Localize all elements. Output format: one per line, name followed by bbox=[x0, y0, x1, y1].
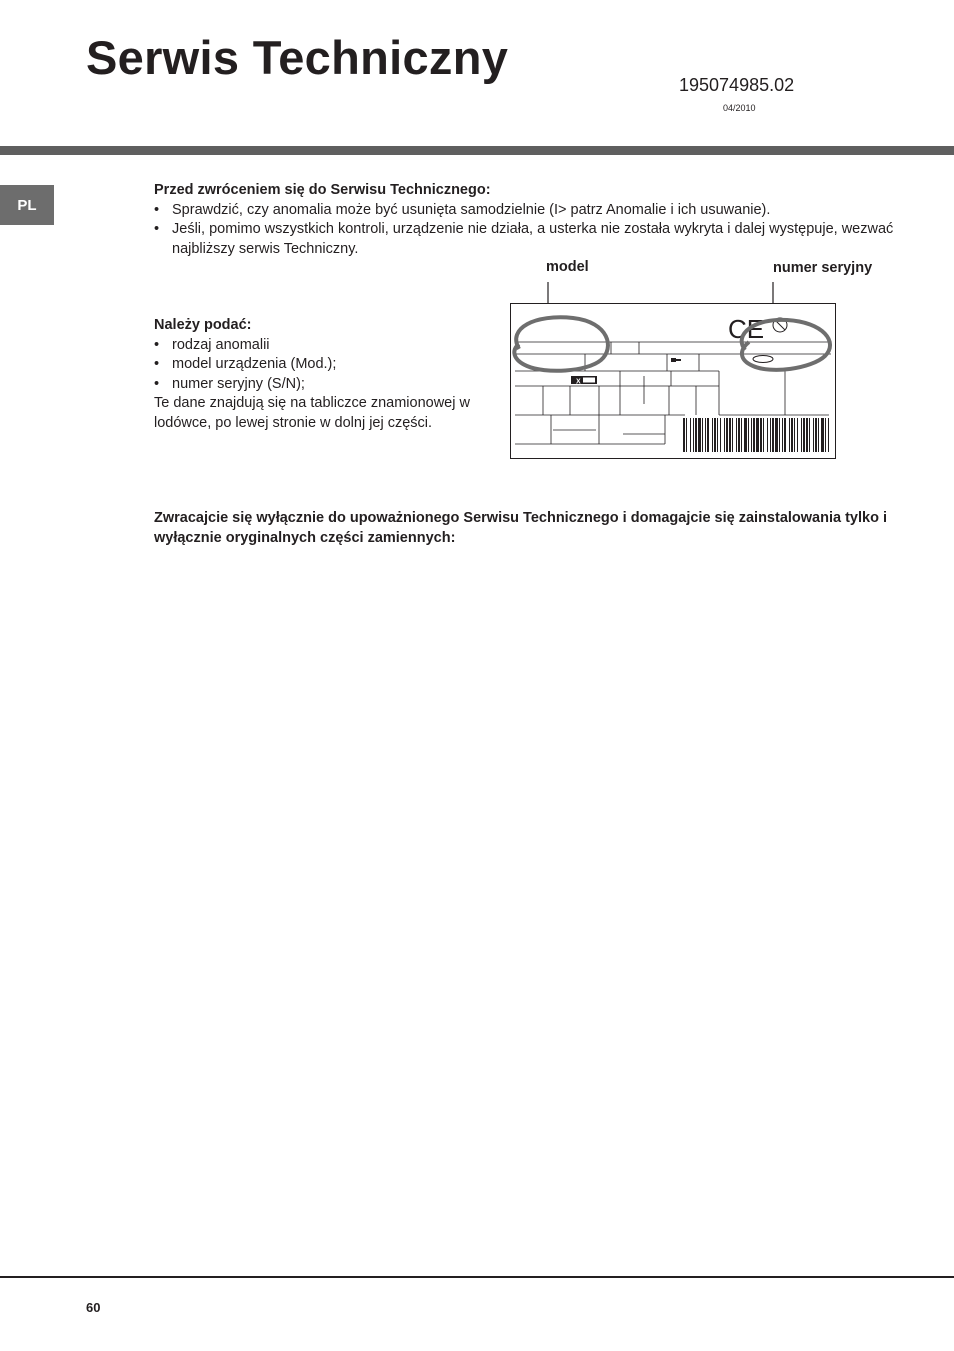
barcode-bar bbox=[744, 418, 747, 452]
barcode-bar bbox=[825, 418, 826, 452]
barcode-bar bbox=[772, 418, 774, 452]
page-number: 60 bbox=[86, 1300, 101, 1315]
barcode-bar bbox=[690, 418, 691, 452]
barcode-bar bbox=[724, 418, 725, 452]
barcode-bar bbox=[726, 418, 728, 452]
page-title: Serwis Techniczny bbox=[86, 31, 509, 84]
barcode-bar bbox=[695, 418, 697, 452]
barcode-bar bbox=[770, 418, 771, 452]
list-item: • numer seryjny (S/N); bbox=[154, 375, 499, 395]
header-divider-bar bbox=[0, 146, 954, 155]
serial-number-label: numer seryjny bbox=[773, 260, 873, 276]
plate-badge-text: X bbox=[576, 378, 581, 386]
barcode-bar bbox=[803, 418, 805, 452]
section-provide-info bbox=[154, 316, 499, 433]
barcode-bar bbox=[818, 418, 819, 452]
barcode-bar bbox=[828, 418, 829, 452]
barcode-bar bbox=[784, 418, 786, 452]
barcode-bar bbox=[794, 418, 795, 452]
barcode-bar bbox=[738, 418, 740, 452]
section-heading: Należy podać: bbox=[154, 317, 252, 333]
barcode-bar bbox=[797, 418, 798, 452]
final-note: Zwracajcie się wyłącznie do upoważnionego Serwisu Technicznego i domagajcie się zainstalowania tylko i wyłącznie oryginalnych części zamiennych: bbox=[154, 510, 887, 546]
ce-mark: CE bbox=[728, 314, 765, 344]
barcode-bar bbox=[782, 418, 783, 452]
barcode-bar bbox=[751, 418, 752, 452]
barcode-bar bbox=[775, 418, 778, 452]
barcode-bar bbox=[705, 418, 706, 452]
barcode-bar bbox=[815, 418, 817, 452]
section-heading: Przed zwróceniem się do Serwisu Technicznego: bbox=[154, 182, 491, 198]
barcode-bar bbox=[789, 418, 790, 452]
barcode-bar bbox=[729, 418, 731, 452]
barcode-bar bbox=[714, 418, 716, 452]
barcode-bar bbox=[736, 418, 737, 452]
barcode-bar bbox=[698, 418, 701, 452]
barcode-bar bbox=[683, 418, 685, 452]
language-tab: PL bbox=[0, 185, 54, 225]
document-date: 04/2010 bbox=[723, 103, 756, 113]
barcode-bar bbox=[741, 418, 742, 452]
barcode-bar bbox=[801, 418, 802, 452]
barcode-bar bbox=[712, 418, 713, 452]
barcode-bar bbox=[760, 418, 762, 452]
barcode-bar bbox=[753, 418, 755, 452]
document-code: 195074985.02 bbox=[679, 75, 795, 95]
list-item: • Jeśli, pomimo wszystkich kontroli, urządzenie nie działa, a usterka nie została wykryta i dalej występuje, wezwać najbliższy serwis Techniczny. bbox=[154, 220, 894, 259]
bullet-list bbox=[154, 336, 499, 395]
barcode-bar bbox=[791, 418, 793, 452]
barcode-bar bbox=[702, 418, 703, 452]
barcode-bar bbox=[732, 418, 733, 452]
barcode-bar bbox=[686, 418, 687, 452]
model-label: model bbox=[546, 259, 589, 275]
list-item: • rodzaj anomalii bbox=[154, 336, 499, 356]
barcode-bar bbox=[763, 418, 764, 452]
barcode-bar bbox=[693, 418, 694, 452]
footer-divider bbox=[0, 1276, 954, 1278]
barcode-bar bbox=[748, 418, 749, 452]
bullet-list bbox=[154, 201, 894, 260]
section-before-contact bbox=[154, 181, 894, 259]
barcode-bar bbox=[756, 418, 759, 452]
barcode-bar bbox=[767, 418, 768, 452]
barcode-bar bbox=[779, 418, 780, 452]
barcode-bar bbox=[707, 418, 709, 452]
barcode-bar bbox=[806, 418, 808, 452]
list-item: • model urządzenia (Mod.); bbox=[154, 355, 499, 375]
barcode-bar bbox=[720, 418, 721, 452]
rating-plate-diagram bbox=[505, 276, 841, 464]
list-item: • Sprawdzić, czy anomalia może być usunięta samodzielnie (I> patrz Anomalie i ich usuwanie). bbox=[154, 201, 894, 221]
barcode-bar bbox=[809, 418, 810, 452]
barcode-bar bbox=[717, 418, 718, 452]
barcode-bar bbox=[821, 418, 824, 452]
barcode-bar bbox=[813, 418, 814, 452]
rating-plate-note: Te dane znajdują się na tabliczce znamionowej w lodówce, po lewej stronie w dolnj jej części. bbox=[154, 395, 470, 431]
